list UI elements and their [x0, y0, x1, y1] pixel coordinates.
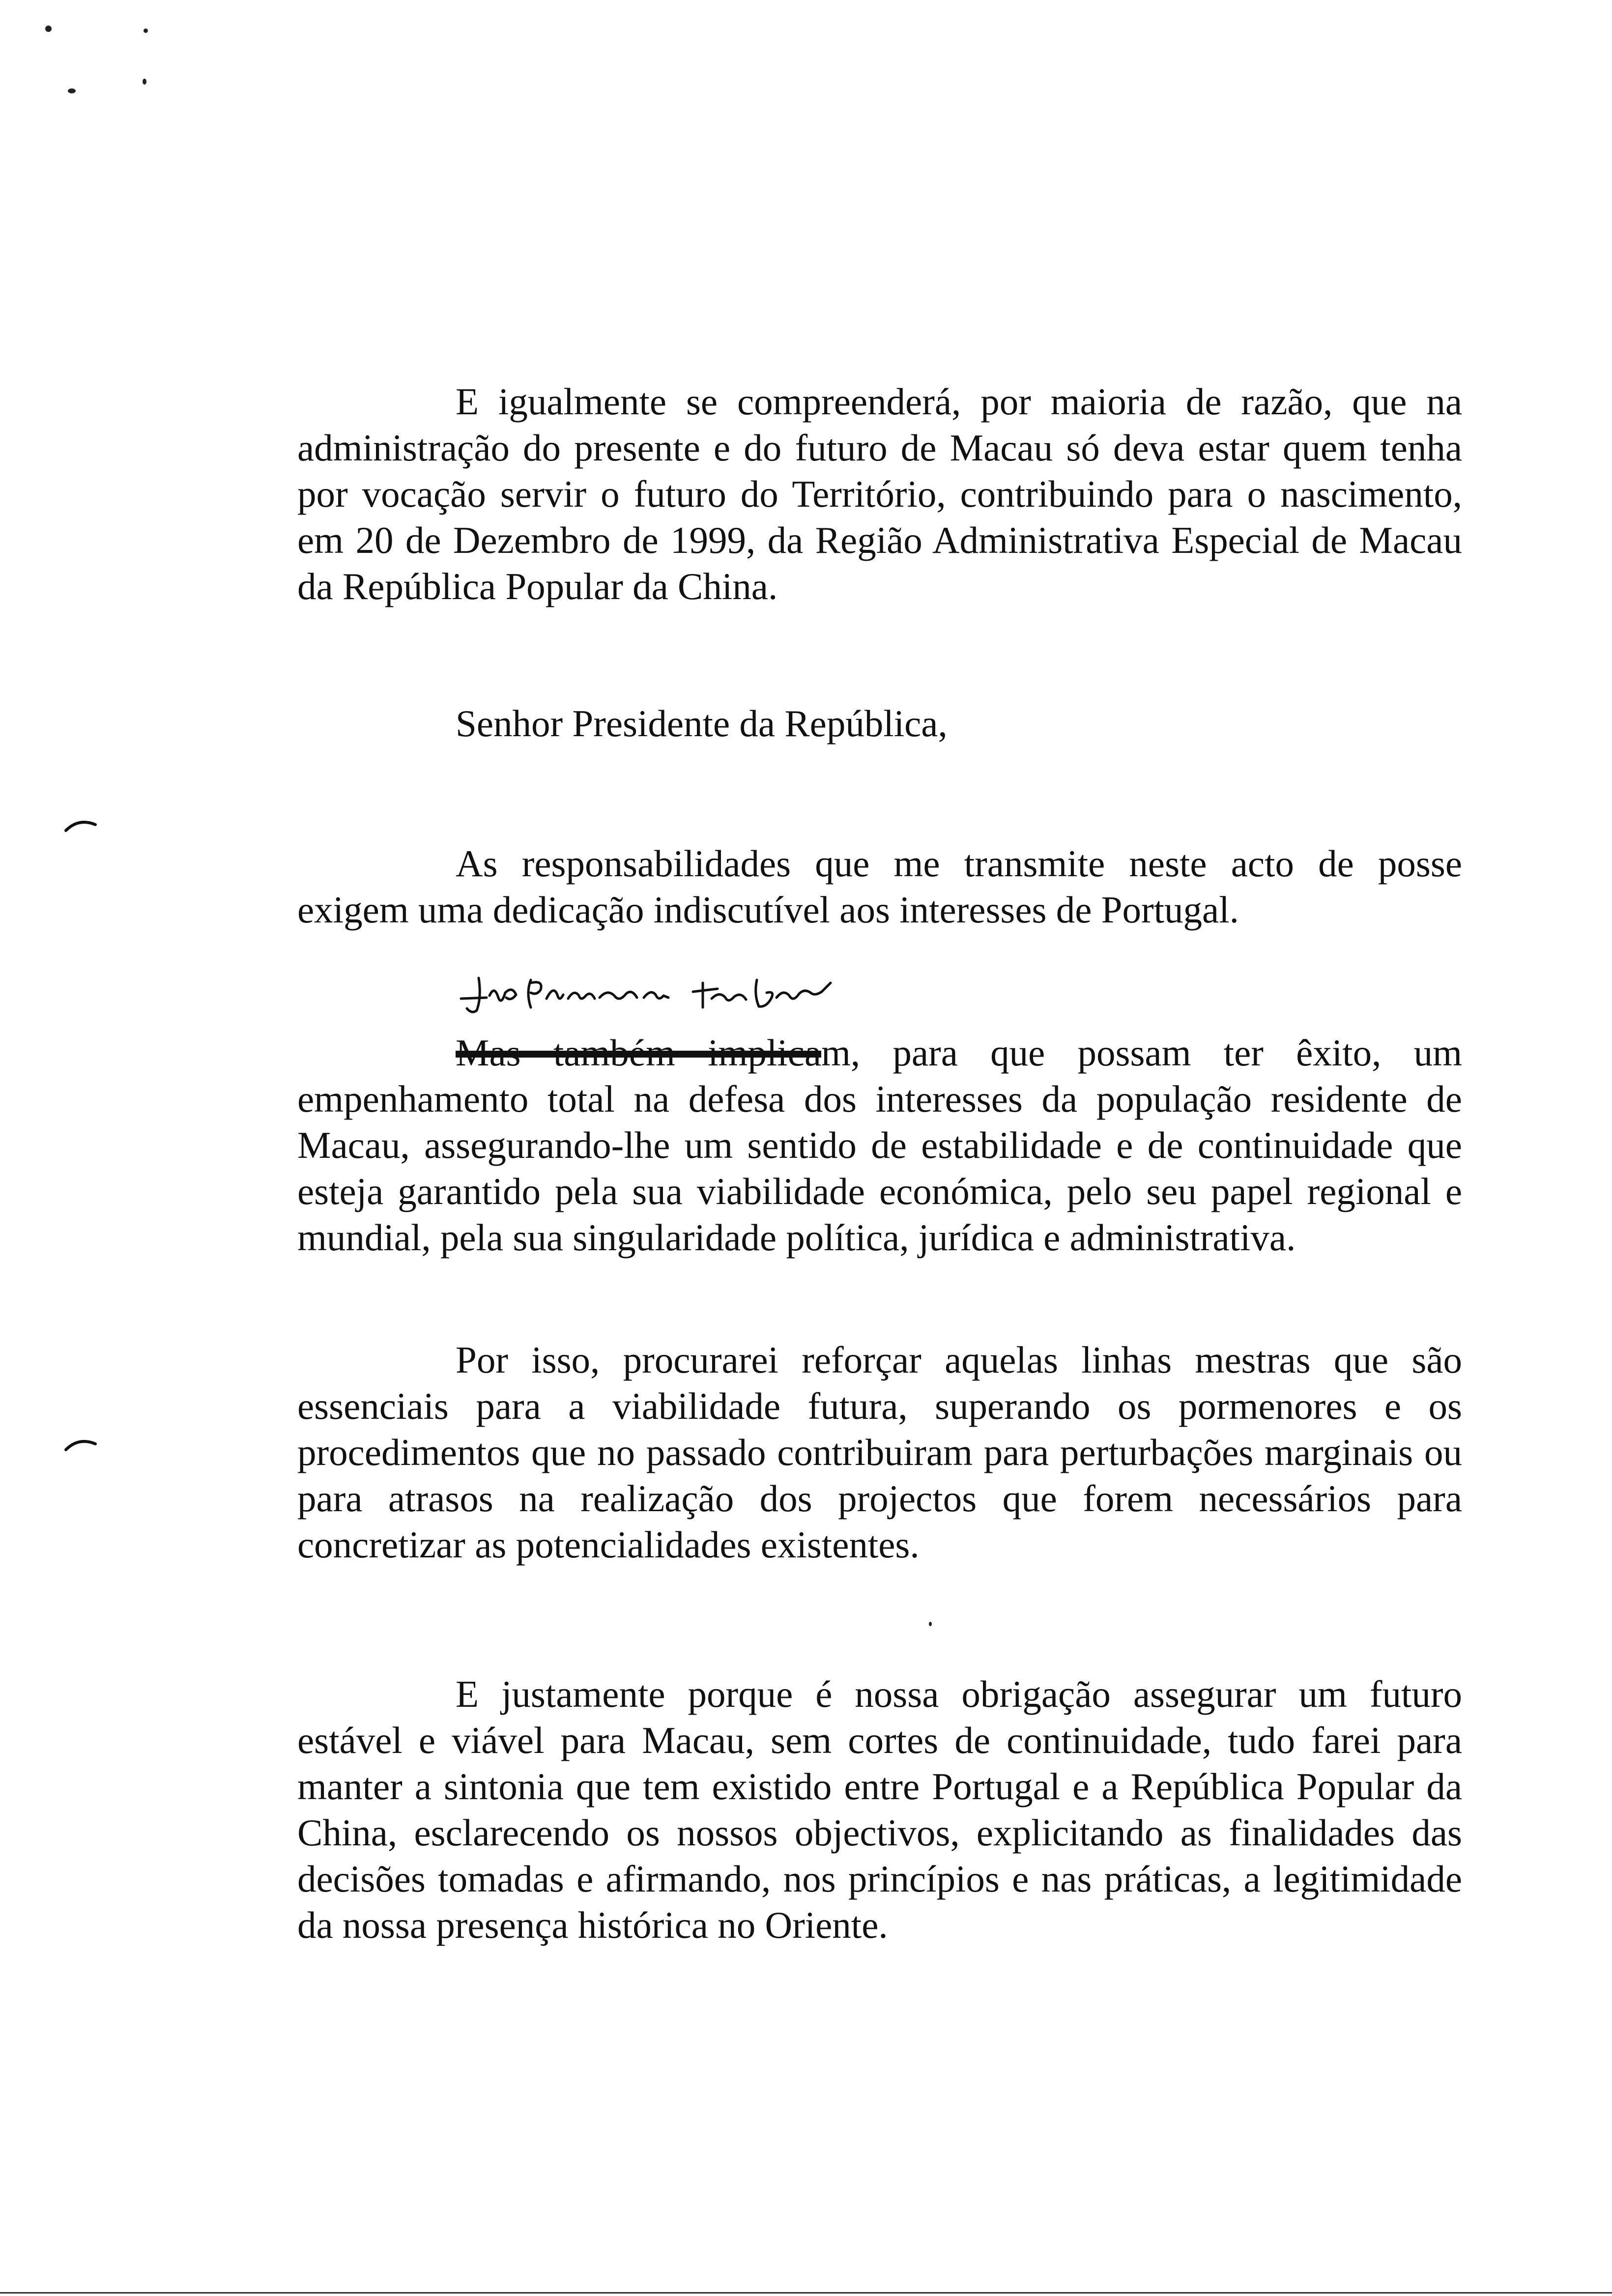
page-bottom-edge	[0, 2292, 1612, 2294]
scan-speck	[144, 29, 148, 33]
scan-speck	[45, 26, 52, 32]
paragraph-1-text: E igualmente se compreenderá, por maioria de razão, que na administração do presente e do futuro de Macau só deva estar quem tenha por vocação servir o futuro do Território, contribuindo para o nascimento, em 20 de Dezembro de 1999, da Região Administrativa Especial de Macau da República Popular da China.	[297, 380, 1462, 607]
margin-mark-icon	[64, 1435, 98, 1455]
paragraph-4-text: Por isso, procurarei reforçar aquelas linhas mestras que são essenciais para a viabilidade futura, superando os pormenores e os procedimentos que no passado contribuiram para perturbações marginais ou para atrasos na realização dos projectos que forem necessários para concretizar as potencialidades existentes.	[297, 1339, 1462, 1566]
paragraph-2	[297, 840, 1462, 933]
paragraph-5-text: E justamente porque é nossa obrigação assegurar um futuro estável e viável para Macau, sem cortes de continuidade, tudo farei para manter a sintonia que tem existido entre Portugal e a República Popular da China, esclarecendo os nossos objectivos, explicitando as finalidades das decisões tomadas e afirmando, nos princípios e nas práticas, a legitimidade da nossa presença histórica no Oriente.	[297, 1673, 1462, 1946]
paragraph-3	[297, 1030, 1462, 1261]
paragraph-4	[297, 1337, 1462, 1568]
paragraph-1	[297, 378, 1462, 609]
scan-speck	[143, 79, 146, 85]
handwritten-annotation	[457, 963, 899, 1022]
scan-speck	[68, 88, 76, 93]
salutation: Senhor Presidente da República,	[456, 702, 948, 745]
margin-mark-icon	[64, 816, 98, 835]
scan-speck	[929, 1622, 932, 1626]
paragraph-5	[297, 1671, 1462, 1948]
paragraph-3-text: m, para que possam ter êxito, um empenhamento total na defesa dos interesses da população residente de Macau, assegurando-lhe um sentido de estabilidade e de continuidade que esteja garantido pela sua viabilidade económica, pelo seu papel regional e mundial, pela sua singularidade política, jurídica e administrativa.	[297, 1032, 1462, 1259]
struck-through-words: Mas também implica	[456, 1032, 822, 1074]
paragraph-2-text: As responsabilidades que me transmite neste acto de posse exigem uma dedicação indiscutível aos interesses de Portugal.	[297, 842, 1462, 931]
